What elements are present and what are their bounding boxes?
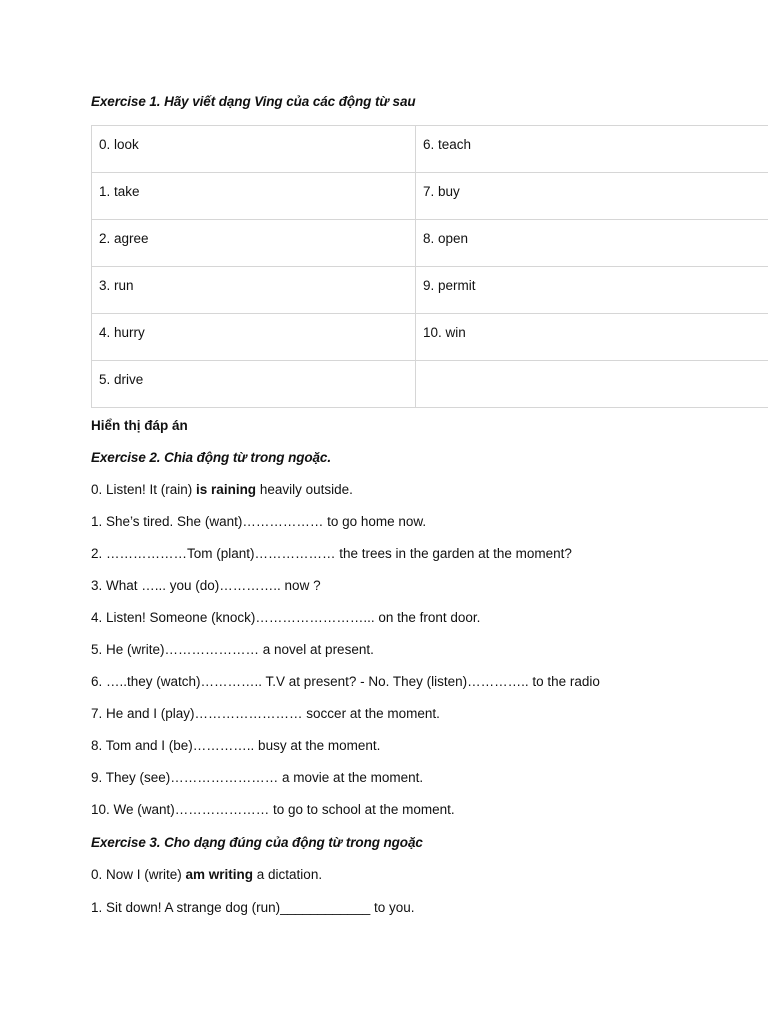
example-rest: a dictation. [253,867,323,882]
exercise-item: 3. What …... you (do)………….. now ? [91,578,321,593]
exercise-1-heading: Exercise 1. Hãy viết dạng Ving của các động từ sau [91,94,416,109]
example-prompt: 0. Listen! It (rain) [91,482,197,497]
verb-cell: 2. agree [92,220,416,267]
table-row [92,126,768,173]
table-row [92,267,768,314]
verb-cell: 1. take [92,173,416,220]
exercise-item: 6. …..they (watch)………….. T.V at present? - No. They (listen)………….. to the radio [91,674,600,689]
table-row [92,314,768,361]
exercise-2-heading: Exercise 2. Chia động từ trong ngoặc. [91,450,331,465]
verb-cell: 4. hurry [92,314,416,361]
example-answer: is raining [196,482,257,497]
verb-cell: 5. drive [92,361,416,408]
table-row [92,361,768,408]
exercise-item: 7. He and I (play)…………………… soccer at the moment. [91,706,440,721]
table-row [92,173,768,220]
example-rest: heavily outside. [256,482,353,497]
exercise-item: 9. They (see)…………………… a movie at the moment. [91,770,424,785]
verb-cell: 0. look [92,126,416,173]
exercise-3-example [91,867,322,882]
verb-cell [416,361,768,408]
exercise-item: 10. We (want)………………… to go to school at the moment. [91,802,455,817]
exercise-2-example [91,482,353,497]
exercise-item: 1. Sit down! A strange dog (run)____________ to you. [91,900,415,915]
exercise-3-heading: Exercise 3. Cho dạng đúng của động từ trong ngoặc [91,835,423,850]
example-answer: am writing [185,867,254,882]
exercise-item: 2. ………………Tom (plant)……………… the trees in the garden at the moment? [91,546,572,561]
verb-cell: 8. open [416,220,768,267]
verb-cell: 7. buy [416,173,768,220]
verb-cell: 6. teach [416,126,768,173]
show-answer-link[interactable]: Hiển thị đáp án [91,418,188,433]
exercise-1-table [91,125,768,408]
example-prompt: 0. Now I (write) [91,867,186,882]
verb-cell: 10. win [416,314,768,361]
verb-cell: 3. run [92,267,416,314]
exercise-item: 4. Listen! Someone (knock)……………………... on the front door. [91,610,481,625]
exercise-item: 5. He (write)………………… a novel at present. [91,642,374,657]
table-row [92,220,768,267]
verb-cell: 9. permit [416,267,768,314]
exercise-item: 1. She’s tired. She (want)……………… to go home now. [91,514,427,529]
exercise-item: 8. Tom and I (be)………….. busy at the moment. [91,738,381,753]
